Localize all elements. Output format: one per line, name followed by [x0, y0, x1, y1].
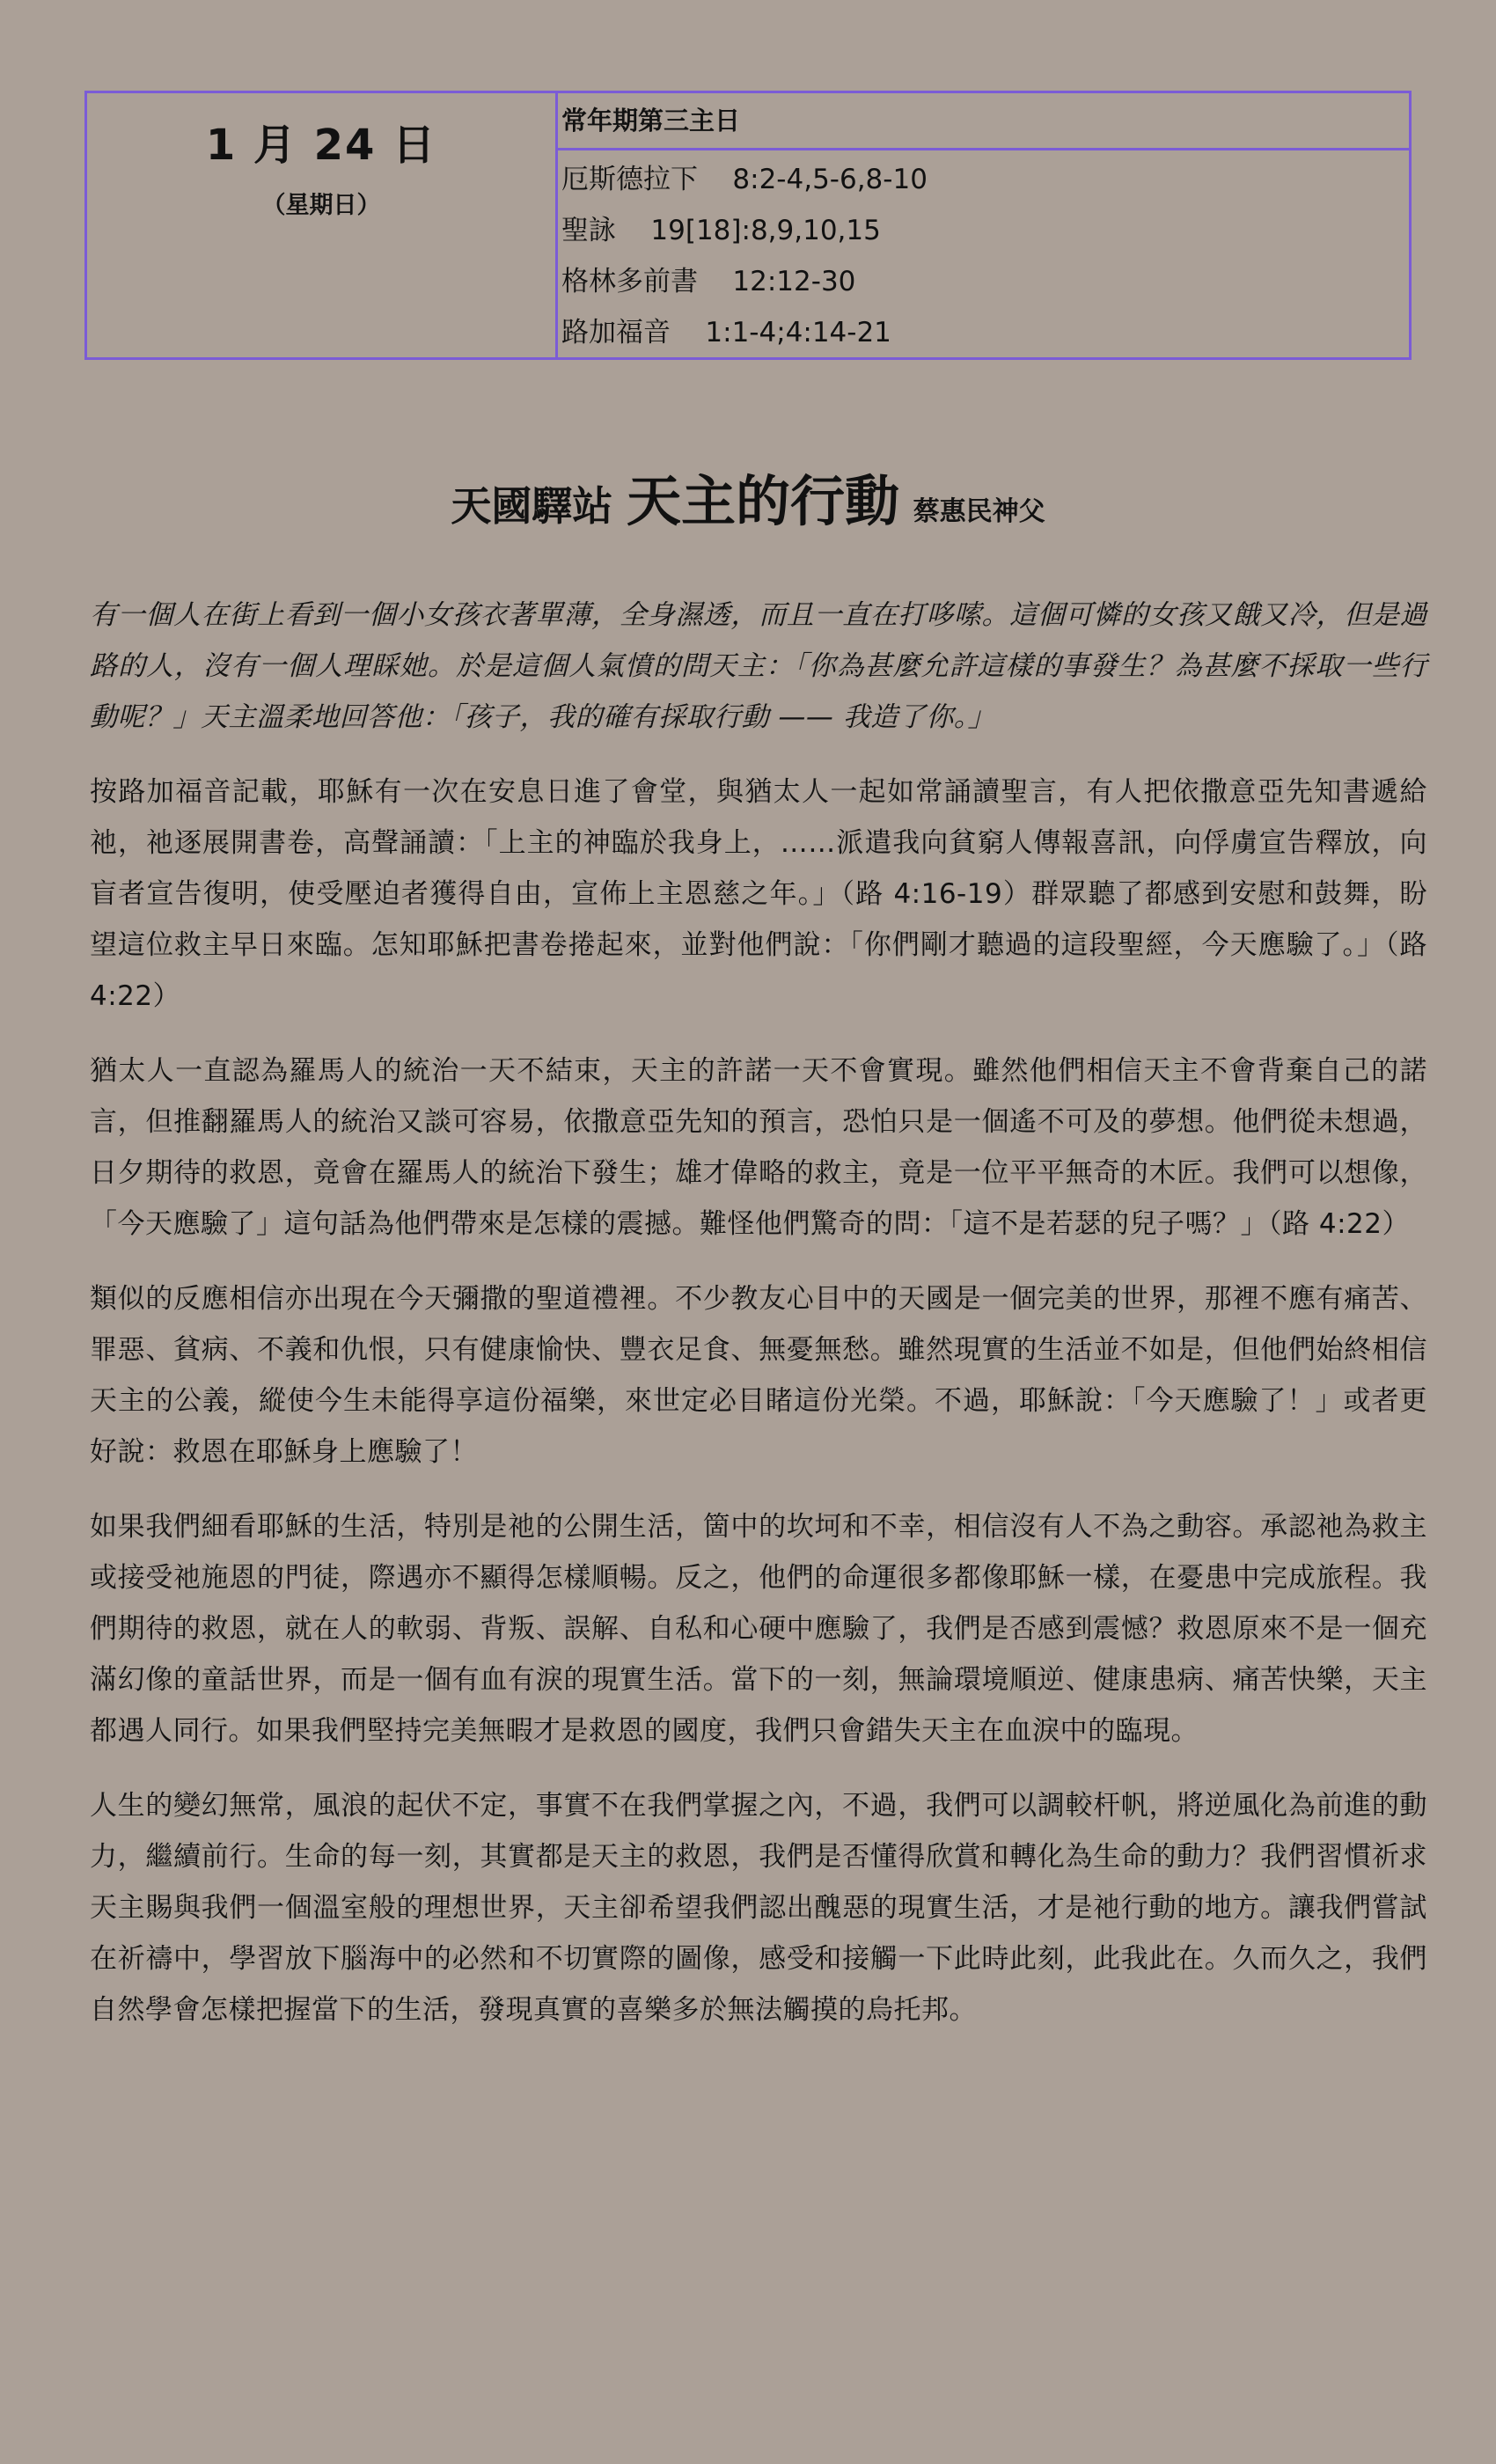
reading-first: 厄斯德拉下 8:2-4,5-6,8-10 — [561, 164, 928, 195]
main-title: 天主的行動 — [626, 469, 899, 533]
date-cell — [87, 93, 558, 357]
body-paragraph: 按路加福音記載，耶穌有一次在安息日進了會堂，與猶太人一起如常誦讀聖言，有人把依撒意亞先知書遞給祂，祂逐展開書卷，高聲誦讀：「上主的神臨於我身上，……派遣我向貧窮人傳報喜訊，向俘虜宣告釋放，向盲者宣告復明，使受壓迫者獲得自由，宣佈上主恩慈之年。」（路 4:16-19）群眾聽了都感到安慰和鼓舞，盼望這位救主早日來臨。怎知耶穌把書卷捲起來，並對他們說：「你們剛才聽過的這段聖經，今天應驗了。」（路 4:22） — [90, 776, 1427, 1012]
body-paragraph: 如果我們細看耶穌的生活，特別是祂的公開生活，箇中的坎坷和不幸，相信沒有人不為之動容。承認祂為救主或接受祂施恩的門徒，際遇亦不顯得怎樣順暢。反之，他們的命運很多都像耶穌一樣，在憂患中完成旅程。我們期待的救恩，就在人的軟弱、背叛、誤解、自私和心硬中應驗了，我們是否感到震憾？救恩原來不是一個充滿幻像的童話世界，而是一個有血有淚的現實生活。當下的一刻，無論環境順逆、健康患病、痛苦快樂，天主都遇人同行。如果我們堅持完美無暇才是救恩的國度，我們只會錯失天主在血淚中的臨現。 — [90, 1511, 1427, 1747]
column-name: 天國驛站 — [451, 482, 613, 530]
body-paragraph: 人生的變幻無常，風浪的起伏不定，事實不在我們掌握之內，不過，我們可以調較杆帆，將逆風化為前進的動力，繼續前行。生命的每一刻，其實都是天主的救恩，我們是否懂得欣賞和轉化為生命的動力？我們習慣祈求天主賜與我們一個溫室般的理想世界，天主卻希望我們認出醜惡的現實生活，才是祂行動的地方。讓我們嘗試在祈禱中，學習放下腦海中的必然和不切實際的圖像，感受和接觸一下此時此刻，此我此在。久而久之，我們自然學會怎樣把握當下的生活，發現真實的喜樂多於無法觸摸的烏托邦。 — [90, 1790, 1427, 2026]
date-label: 1 月 24 日 — [205, 121, 437, 170]
body-paragraph: 類似的反應相信亦出現在今天彌撒的聖道禮裡。不少教友心目中的天國是一個完美的世界，那裡不應有痛苦、罪惡、貧病、不義和仇恨，只有健康愉快、豐衣足食、無憂無愁。雖然現實的生活並不如是，但他們始終相信天主的公義，縱使今生未能得享這份福樂，來世定必目睹這份光榮。不過，耶穌說：「今天應驗了！」或者更好說：救恩在耶穌身上應驗了！ — [90, 1283, 1427, 1468]
body-paragraph: 猶太人一直認為羅馬人的統治一天不結束，天主的許諾一天不會實現。雖然他們相信天主不會背棄自己的諾言，但推翻羅馬人的統治又談可容易，依撒意亞先知的預言，恐怕只是一個遙不可及的夢想。他們從未想過，日夕期待的救恩，竟會在羅馬人的統治下發生；雄才偉略的救主，竟是一位平平無奇的木匠。我們可以想像，「今天應驗了」這句話為他們帶來是怎樣的震撼。難怪他們驚奇的問：「這不是若瑟的兒子嗎？」（路 4:22） — [90, 1055, 1427, 1240]
liturgical-day-label: 常年期第三主日 — [558, 93, 1409, 150]
author-name: 蔡惠民神父 — [913, 496, 1045, 527]
reading-gospel: 路加福音 1:1-4;4:14-21 — [561, 317, 891, 348]
article-title — [0, 458, 1496, 536]
reading-second: 格林多前書 12:12-30 — [561, 266, 856, 297]
reading-list — [558, 150, 1409, 358]
intro-paragraph: 有一個人在街上看到一個小女孩衣著單薄，全身濕透，而且一直在打哆嗦。這個可憐的女孩又餓又冷，但是過路的人，沒有一個人理睬她。於是這個人氣憤的問天主：「你為甚麼允許這樣的事發生？為甚麼不採取一些行動呢？」天主溫柔地回答他：「孩子，我的確有採取行動 —— 我造了你。」 — [90, 599, 1427, 733]
article-body — [90, 590, 1427, 2059]
reading-psalm: 聖詠 19[18]:8,9,10,15 — [561, 215, 881, 246]
liturgy-header-table — [84, 91, 1412, 360]
readings-cell — [558, 93, 1409, 357]
weekday-label: （星期日） — [261, 192, 381, 219]
